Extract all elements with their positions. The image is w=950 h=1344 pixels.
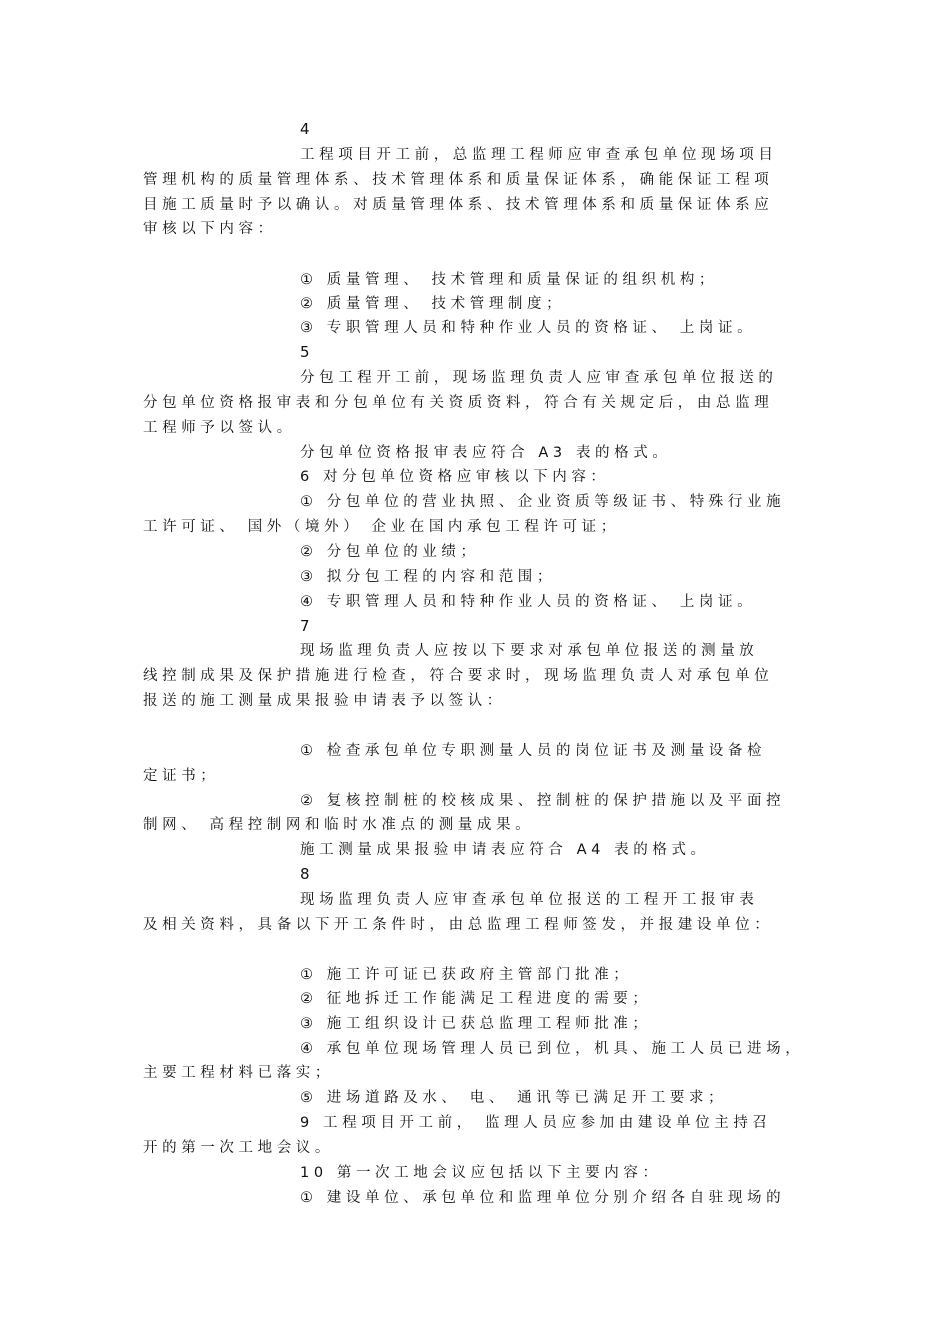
paragraph-line: 工程项目开工前，总监理工程师应审查承包单位现场项目 bbox=[300, 147, 778, 163]
list-item: ② 分包单位的业绩； bbox=[300, 544, 480, 560]
paragraph-line: 施工测量成果报验申请表应符合 A4 表的格式。 bbox=[300, 842, 710, 858]
paragraph-line: 及相关资料，具备以下开工条件时，由总监理工程师签发，并报建设单位： bbox=[143, 917, 774, 933]
section-number: 8 bbox=[300, 865, 316, 883]
list-item: ② 复核控制桩的校核成果、控制桩的保护措施以及平面控 bbox=[300, 793, 786, 809]
paragraph-line: 分包单位资格报审表和分包单位有关资质资料，符合有关规定后，由总监理 bbox=[143, 395, 774, 411]
list-item: ③ 施工组织设计已获总监理工程师批准； bbox=[300, 1016, 652, 1032]
paragraph-line: 工程师予以签认。 bbox=[143, 420, 296, 436]
list-item: ① 建设单位、承包单位和监理单位分别介绍各自驻现场的 bbox=[300, 1190, 786, 1206]
section-heading: 10 第一次工地会议应包括以下主要内容： bbox=[300, 1165, 662, 1181]
section-number: 7 bbox=[300, 617, 316, 635]
paragraph-line: 分包单位资格报审表应符合 A3 表的格式。 bbox=[300, 445, 672, 461]
list-item: ③ 拟分包工程的内容和范围； bbox=[300, 569, 557, 585]
section-number: 4 bbox=[300, 120, 316, 138]
list-item: ④ 承包单位现场管理人员已到位，机具、施工人员已进场， bbox=[300, 1041, 805, 1057]
paragraph-line: 开的第一次工地会议。 bbox=[143, 1140, 334, 1156]
section-number: 5 bbox=[300, 343, 316, 361]
list-item: ⑤ 进场道路及水、 电、 通讯等已满足开工要求； bbox=[300, 1090, 728, 1106]
list-item: ② 征地拆迁工作能满足工程进度的需要； bbox=[300, 991, 652, 1007]
section-heading: 6 对分包单位资格应审核以下内容： bbox=[300, 469, 610, 485]
paragraph-line: 现场监理负责人应按以下要求对承包单位报送的测量放 bbox=[300, 643, 759, 659]
paragraph-line: 9 工程项目开工前， 监理人员应参加由建设单位主持召 bbox=[300, 1115, 772, 1131]
list-item: ① 分包单位的营业执照、企业资质等级证书、特殊行业施 bbox=[300, 494, 786, 510]
list-item: ④ 专职管理人员和特种作业人员的资格证、 上岗证。 bbox=[300, 594, 757, 610]
paragraph-line: 分包工程开工前，现场监理负责人应审查承包单位报送的 bbox=[300, 370, 778, 386]
list-item: 主要工程材料已落实； bbox=[143, 1065, 334, 1081]
paragraph-line: 线控制成果及保护措施进行检查，符合要求时，现场监理负责人对承包单位 bbox=[143, 668, 774, 684]
list-item: ① 检查承包单位专职测量人员的岗位证书及测量设备检 bbox=[300, 743, 767, 759]
list-item: 制网、 高程控制网和临时水准点的测量成果。 bbox=[143, 817, 535, 833]
list-item: 工许可证、 国外（境外） 企业在国内承包工程许可证； bbox=[143, 519, 620, 535]
paragraph-line: 现场监理负责人应审查承包单位报送的工程开工报审表 bbox=[300, 892, 759, 908]
list-item: ① 质量管理、 技术管理和质量保证的组织机构； bbox=[300, 272, 719, 288]
list-item: ① 施工许可证已获政府主管部门批准； bbox=[300, 967, 633, 983]
paragraph-line: 报送的施工测量成果报验申请表予以签认： bbox=[143, 693, 506, 709]
list-item: ② 质量管理、 技术管理制度； bbox=[300, 296, 566, 312]
paragraph-line: 目施工质量时予以确认。对质量管理体系、技术管理体系和质量保证体系应 bbox=[143, 197, 774, 213]
list-item: ③ 专职管理人员和特种作业人员的资格证、 上岗证。 bbox=[300, 320, 757, 336]
paragraph-line: 审核以下内容： bbox=[143, 221, 277, 237]
list-item: 定证书； bbox=[143, 768, 220, 784]
paragraph-line: 管理机构的质量管理体系、技术管理体系和质量保证体系，确能保证工程项 bbox=[143, 172, 774, 188]
